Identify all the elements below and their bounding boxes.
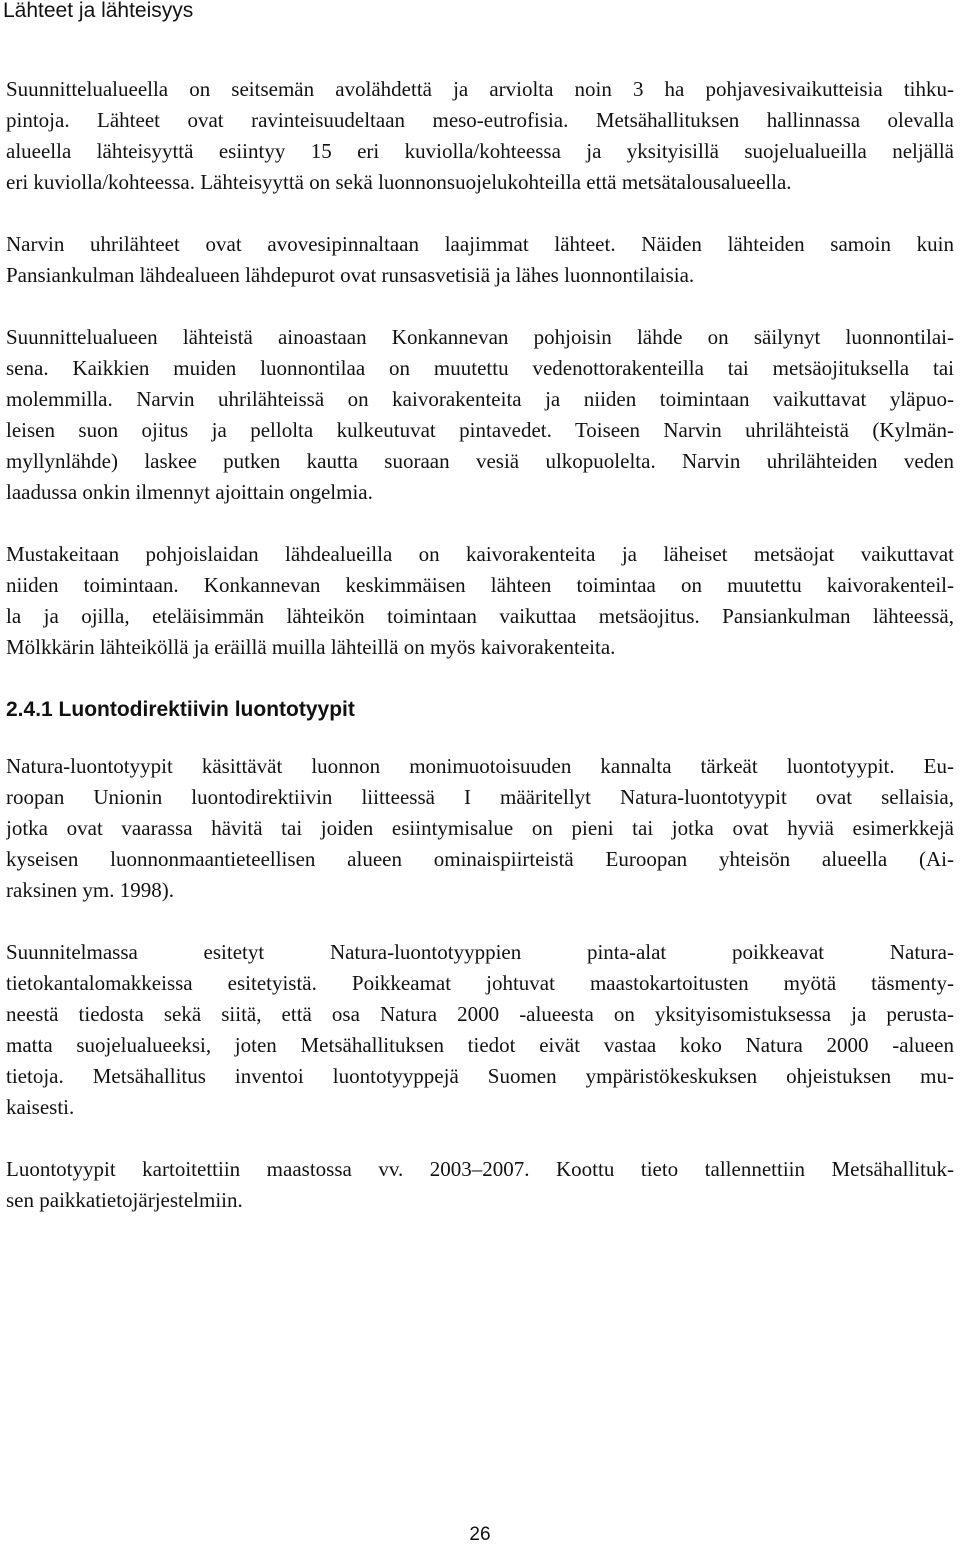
text-line: jotka ovat vaarassa hävitä tai joiden esiintymisalue on pieni tai jotka ovat hyviä esimerkkejä: [6, 816, 954, 840]
text-line: roopan Unionin luontodirektiivin liitteessä I määritellyt Natura-luontotyypit ovat sellaisia,: [6, 785, 954, 809]
text-line: Suunnittelualueen lähteistä ainoastaan Konkannevan pohjoisin lähde on säilynyt luonnontilai-: [6, 325, 954, 349]
paragraph-natural-state: [6, 322, 954, 508]
text-line: Natura-luontotyypit käsittävät luonnon monimuotoisuuden kannalta tärkeät luontotyypit. Eu-: [6, 754, 954, 778]
text-line: tietoja. Metsähallitus inventoi luontotyyppejä Suomen ympäristökeskuksen ohjeistuksen mu-: [6, 1064, 954, 1088]
paragraph-natura-habitat-types: [6, 751, 954, 906]
text-line: kaisesti.: [6, 1095, 75, 1119]
text-line: Suunnittelualueella on seitsemän avolähdettä ja arviolta noin 3 ha pohjavesivaikutteisia tihku-: [6, 77, 954, 101]
running-head: Lähteet ja lähteisyys: [3, 0, 194, 22]
text-line: la ja ojilla, eteläisimmän lähteikön toimintaan vaikuttaa metsäojitus. Pansiankulman lähteessä,: [6, 604, 954, 628]
text-line: Mölkkärin lähteiköllä ja eräillä muilla lähteillä on myös kaivorakenteita.: [6, 635, 616, 659]
text-line: molemmilla. Narvin uhrilähteissä on kaivorakenteita ja niiden toimintaan vaikuttavat yläpuo-: [6, 387, 954, 411]
paragraph-mapping-years: [6, 1154, 954, 1216]
text-line: kyseisen luonnonmaantieteellisen alueen ominaispiirteistä Euroopan yhteisön alueella (Ai-: [6, 847, 954, 871]
text-line: tietokantalomakkeissa esitetyistä. Poikkeamat johtuvat maastokartoitusten myötä täsmenty-: [6, 971, 954, 995]
text-line: Pansiankulman lähdealueen lähdepurot ovat runsasvetisiä ja lähes luonnontilaisia.: [6, 263, 695, 287]
paragraph-well-structures: [6, 539, 954, 663]
text-line: Suunnitelmassa esitetyt Natura-luontotyyppien pinta-alat poikkeavat Natura-: [6, 940, 954, 964]
document-body: [6, 74, 954, 1247]
paragraph-narvi-sources: [6, 229, 954, 291]
text-line: raksinen ym. 1998).: [6, 878, 174, 902]
page-number: 26: [469, 1524, 491, 1545]
text-line: eri kuviolla/kohteessa. Lähteisyyttä on sekä luonnonsuojelukohteilla että metsätalousalueella.: [6, 170, 792, 194]
text-line: niiden toimintaan. Konkannevan keskimmäisen lähteen toimintaa on muutettu kaivorakenteil-: [6, 573, 954, 597]
text-line: matta suojelualueeksi, joten Metsähallituksen tiedot eivät vastaa koko Natura 2000 -alueen: [6, 1033, 954, 1057]
text-line: laadussa onkin ilmennyt ajoittain ongelmia.: [6, 480, 373, 504]
text-line: neestä tiedosta sekä siitä, että osa Natura 2000 -alueesta on yksityisomistuksessa ja perusta-: [6, 1002, 954, 1026]
text-line: sen paikkatietojärjestelmiin.: [6, 1188, 243, 1212]
text-line: Mustakeitaan pohjoislaidan lähdealueilla on kaivorakenteita ja läheiset metsäojat vaikuttavat: [6, 542, 954, 566]
paragraph-area-differences: [6, 937, 954, 1123]
paragraph-sources-overview: [6, 74, 954, 198]
text-line: Luontotyypit kartoitettiin maastossa vv. 2003–2007. Koottu tieto tallennettiin Metsähallituk-: [6, 1157, 954, 1181]
text-line: sena. Kaikkien muiden luonnontilaa on muutettu vedenottorakenteilla tai metsäojituksella tai: [6, 356, 954, 380]
text-line: alueella lähteisyyttä esiintyy 15 eri kuviolla/kohteessa ja yksityisillä suojelualueilla neljällä: [6, 139, 954, 163]
text-line: pintoja. Lähteet ovat ravinteisuudeltaan meso-eutrofisia. Metsähallituksen hallinnassa olevalla: [6, 108, 954, 132]
text-line: Narvin uhrilähteet ovat avovesipinnaltaan laajimmat lähteet. Näiden lähteiden samoin kuin: [6, 232, 954, 256]
text-line: myllynlähde) laskee putken kautta suoraan vesiä ulkopuolelta. Narvin uhrilähteiden veden: [6, 449, 954, 473]
section-heading: 2.4.1 Luontodirektiivin luontotyypit: [6, 698, 355, 721]
text-line: leisen suon ojitus ja pellolta kulkeutuvat pintavedet. Toiseen Narvin uhrilähteistä (Kylmän-: [6, 418, 954, 442]
